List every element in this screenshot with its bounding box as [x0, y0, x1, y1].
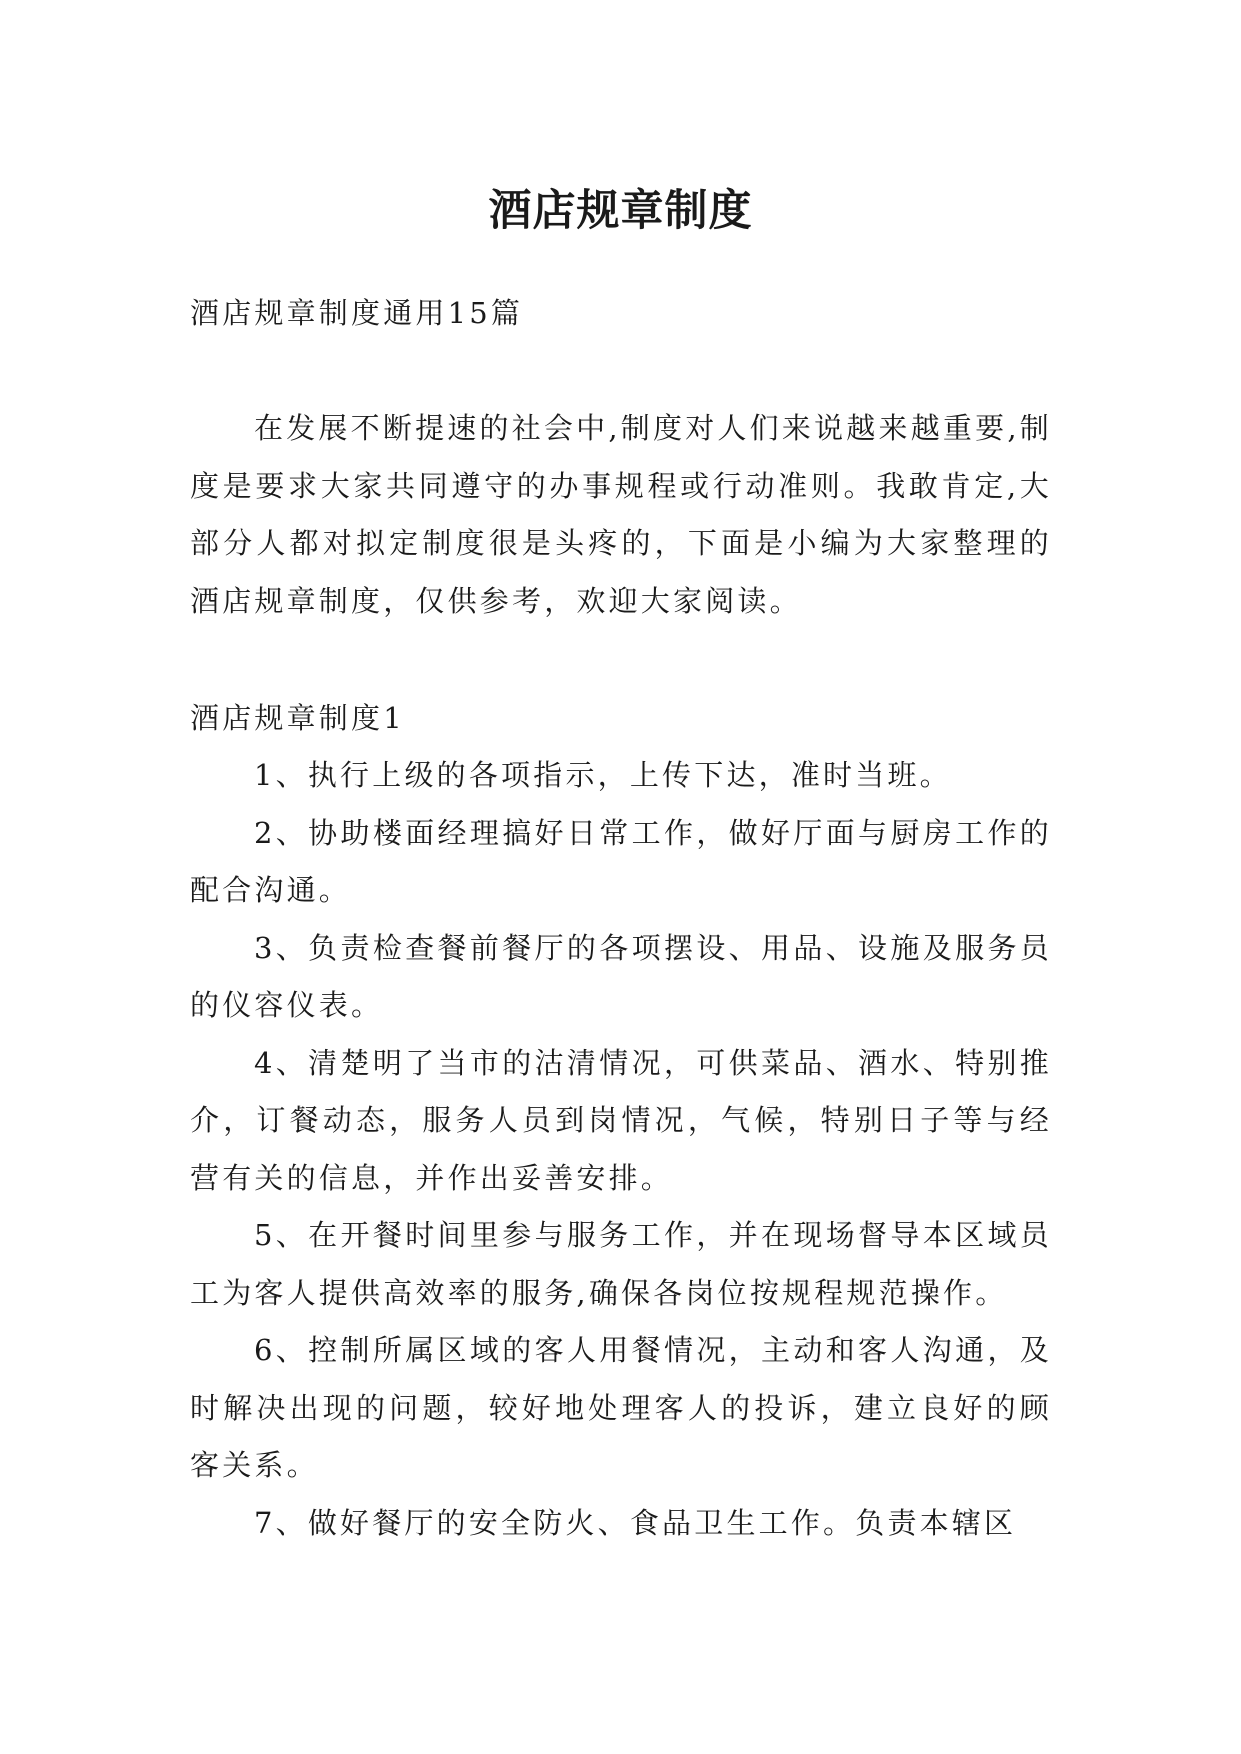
- intro-paragraph: 在发展不断提速的社会中,制度对人们来说越来越重要,制度是要求大家共同遵守的办事规程或行动准则。我敢肯定,大部分人都对拟定制度很是头疼的，下面是小编为大家整理的酒店规章制度，仅供参考，欢迎大家阅读。: [190, 411, 1052, 618]
- list-item: 2、协助楼面经理搞好日常工作，做好厅面与厨房工作的配合沟通。: [190, 815, 1052, 907]
- list-item: 3、负责检查餐前餐厅的各项摆设、用品、设施及服务员的仪容仪表。: [190, 930, 1052, 1022]
- list-item: 5、在开餐时间里参与服务工作，并在现场督导本区域员工为客人提供高效率的服务,确保各岗位按规程规范操作。: [190, 1218, 1052, 1310]
- list-item: 1、执行上级的各项指示，上传下达，准时当班。: [254, 758, 952, 792]
- page-title: 酒店规章制度: [488, 185, 753, 236]
- document-subtitle: 酒店规章制度通用15篇: [190, 296, 524, 330]
- rules-list: [190, 747, 1052, 1552]
- list-item: 6、控制所属区域的客人用餐情况，主动和客人沟通，及时解决出现的问题，较好地处理客人的投诉，建立良好的顾客关系。: [190, 1333, 1052, 1482]
- section-heading: 酒店规章制度1: [190, 701, 405, 735]
- list-item: 4、清楚明了当市的沽清情况，可供菜品、酒水、特别推介，订餐动态，服务人员到岗情况，气候，特别日子等与经营有关的信息，并作出妥善安排。: [190, 1045, 1052, 1195]
- list-item: 7、做好餐厅的安全防火、食品卫生工作。负责本辖区: [254, 1505, 1017, 1540]
